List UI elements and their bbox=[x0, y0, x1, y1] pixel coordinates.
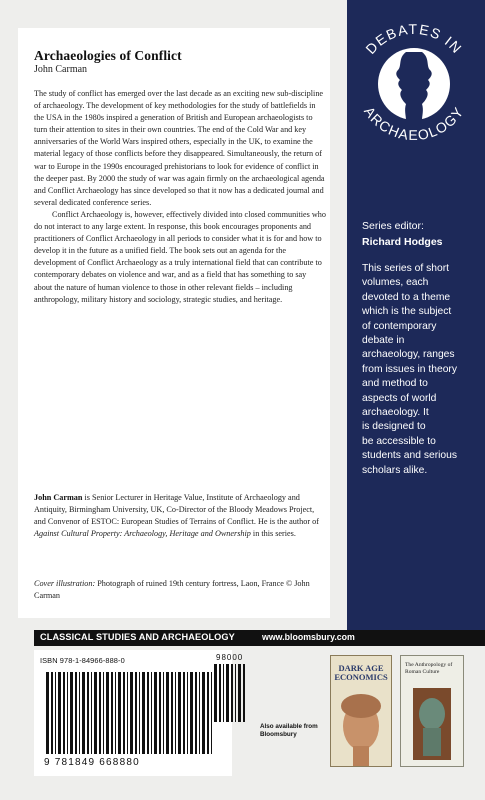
barcode-digits: 9 781849 668880 bbox=[44, 757, 140, 768]
cover-credit bbox=[34, 578, 324, 602]
barcode-bar bbox=[243, 664, 245, 722]
blurb-paragraph-1: The study of conflict has emerged over the last decade as an exciting new sub-discipline of archaeology. The development of key methodologies for the study of battlefields in the USA in the 1980s inspired a generation of British and European archaeologists to turn their attention to sites in their own countries. The end of the Cold War and key anniversaries of the World Wars inspired others, especially in the UK, to examine the material legacy of those conflicts before they disappeared. Simultaneously, the return of war to Europe in the 1990s encouraged prehistorians to look for evidence of conflict in the deeper past. By 2000 the study of war was again firmly on the archaeological agenda and Conflict Archaeology has since developed so that it now has a dedicated journal and several dedicated conference series. bbox=[34, 89, 325, 207]
bio-book-title: Against Cultural Property: Archaeology, Heritage and Ownership bbox=[34, 529, 251, 539]
barcode-bar bbox=[159, 672, 161, 754]
barcode-bar bbox=[178, 672, 181, 754]
barcode-bar bbox=[214, 664, 217, 722]
cover-credit-text: Photograph of ruined 19th century fortress, Laon, France © John Carman bbox=[34, 579, 310, 601]
series-line: students and serious bbox=[362, 450, 458, 462]
barcode-bar bbox=[151, 672, 152, 754]
barcode-bar bbox=[171, 672, 173, 754]
book-author: John Carman bbox=[34, 64, 88, 75]
barcode-bar bbox=[231, 664, 233, 722]
bio-author-name: John Carman bbox=[34, 493, 83, 502]
also-available-label: Also available from Bloomsbury bbox=[260, 723, 318, 738]
other-book-cover-2[interactable] bbox=[400, 655, 464, 767]
barcode-bar bbox=[55, 672, 56, 754]
series-line: archaeology, ranges bbox=[362, 349, 455, 361]
barcode-addon-digits: 98000 bbox=[216, 653, 244, 662]
barcode-bar bbox=[195, 672, 197, 754]
cover-credit-label: Cover illustration: bbox=[34, 579, 96, 588]
barcode-bar bbox=[91, 672, 92, 754]
series-line: volumes, each bbox=[362, 277, 429, 289]
author-bio bbox=[34, 492, 326, 540]
barcode-bar bbox=[127, 672, 128, 754]
barcode-bar bbox=[70, 672, 73, 754]
series-line: aspects of world bbox=[362, 392, 437, 404]
barcode-bar bbox=[135, 672, 137, 754]
barcode-bar bbox=[111, 672, 113, 754]
barcode-bar bbox=[115, 672, 116, 754]
barcode-bar bbox=[118, 672, 121, 754]
barcode-bar bbox=[103, 672, 104, 754]
barcode-bar bbox=[106, 672, 109, 754]
barcode-bar bbox=[99, 672, 101, 754]
isbn-text: ISBN 978-1-84966-888-0 bbox=[40, 656, 125, 665]
series-line: of contemporary bbox=[362, 320, 437, 332]
statue-head-icon bbox=[331, 686, 391, 766]
series-logo bbox=[340, 8, 485, 156]
barcode-bar bbox=[202, 672, 205, 754]
barcode-bar bbox=[87, 672, 89, 754]
series-line: archaeology. It bbox=[362, 407, 429, 419]
barcode-bar bbox=[163, 672, 164, 754]
book-title: Archaeologies of Conflict bbox=[34, 48, 182, 63]
barcode-bar bbox=[154, 672, 157, 754]
barcode-bar bbox=[175, 672, 176, 754]
series-line: devoted to a theme bbox=[362, 291, 451, 303]
barcode-bar bbox=[199, 672, 200, 754]
statue-figure-icon bbox=[401, 684, 463, 764]
barcode-bar bbox=[211, 672, 212, 754]
ean-barcode bbox=[46, 672, 212, 754]
series-line: which is the subject bbox=[362, 306, 452, 318]
barcode-bar bbox=[183, 672, 185, 754]
series-line: be accessible to bbox=[362, 435, 436, 447]
series-line: This series of short bbox=[362, 263, 449, 274]
barcode-bar bbox=[63, 672, 65, 754]
barcode-bar bbox=[147, 672, 149, 754]
barcode-bar bbox=[142, 672, 145, 754]
barcode-bar bbox=[223, 664, 224, 722]
barcode-bar bbox=[226, 664, 229, 722]
barcode-bar bbox=[46, 672, 49, 754]
series-description bbox=[362, 262, 480, 478]
barcode-bar bbox=[123, 672, 125, 754]
barcode-bar bbox=[139, 672, 140, 754]
blurb-paragraph-2: Conflict Archaeology is, however, effectively divided into closed communities who do not interact to any large extent. In response, this book encourages proponents and practitioners of Conflict Archaeology in all periods to consider what it is for and how to develop it in the future as a unified field. The book sets out an agenda for the development of Conflict Archaeology as a truly international field that can contribute to contemporary debates on violence and war, and as a field that has something to say about the nature of human violence to those in other relevant fields – including anthropology, military history and sociology, strategic studies, and heritage. bbox=[34, 209, 326, 304]
category-label: CLASSICAL STUDIES AND ARCHAEOLOGY bbox=[40, 632, 235, 642]
barcode-bar bbox=[79, 672, 80, 754]
publisher-website-link[interactable]: www.bloomsbury.com bbox=[262, 632, 355, 642]
other-book-2-title: The Anthropology of Roman Culture bbox=[405, 662, 453, 675]
series-line: is designed to bbox=[362, 421, 426, 433]
series-line: from issues in theory bbox=[362, 363, 457, 375]
barcode-bar bbox=[238, 664, 241, 722]
barcode-bar bbox=[51, 672, 53, 754]
logo-bottom-text: ARCHAEOLOGY bbox=[361, 103, 467, 144]
barcode-bar bbox=[75, 672, 77, 754]
barcode-bar bbox=[166, 672, 169, 754]
barcode-bar bbox=[187, 672, 188, 754]
other-book-1-title: DARK AGE ECONOMICS bbox=[334, 663, 388, 682]
barcode-bar bbox=[190, 672, 193, 754]
bio-text: is Senior Lecturer in Heritage Value, Institute of Archaeology and Antiquity, Birmingham University, UK, Co-Director of the Bloody Meadows Project, and Convenor of ESTOC: European Studies of Terrains of Conflict. He is the author of bbox=[34, 493, 319, 527]
logo-top-text: DEBATES IN bbox=[362, 20, 466, 58]
series-line: debate in bbox=[362, 335, 405, 347]
barcode-bar bbox=[58, 672, 61, 754]
series-editor-label: Series editor: bbox=[362, 220, 424, 232]
barcode-bar bbox=[94, 672, 97, 754]
barcode-bar bbox=[82, 672, 85, 754]
series-line: scholars alike. bbox=[362, 464, 428, 476]
barcode-bar bbox=[235, 664, 236, 722]
barcode-bar bbox=[130, 672, 133, 754]
barcode-bar bbox=[67, 672, 68, 754]
other-book-cover-1[interactable] bbox=[330, 655, 392, 767]
series-line: and method to bbox=[362, 378, 428, 390]
barcode-bar bbox=[207, 672, 209, 754]
addon-barcode bbox=[214, 664, 246, 722]
blurb bbox=[34, 88, 326, 306]
barcode-bar bbox=[219, 664, 221, 722]
bio-end: in this series. bbox=[250, 529, 296, 539]
series-editor-name: Richard Hodges bbox=[362, 236, 443, 248]
